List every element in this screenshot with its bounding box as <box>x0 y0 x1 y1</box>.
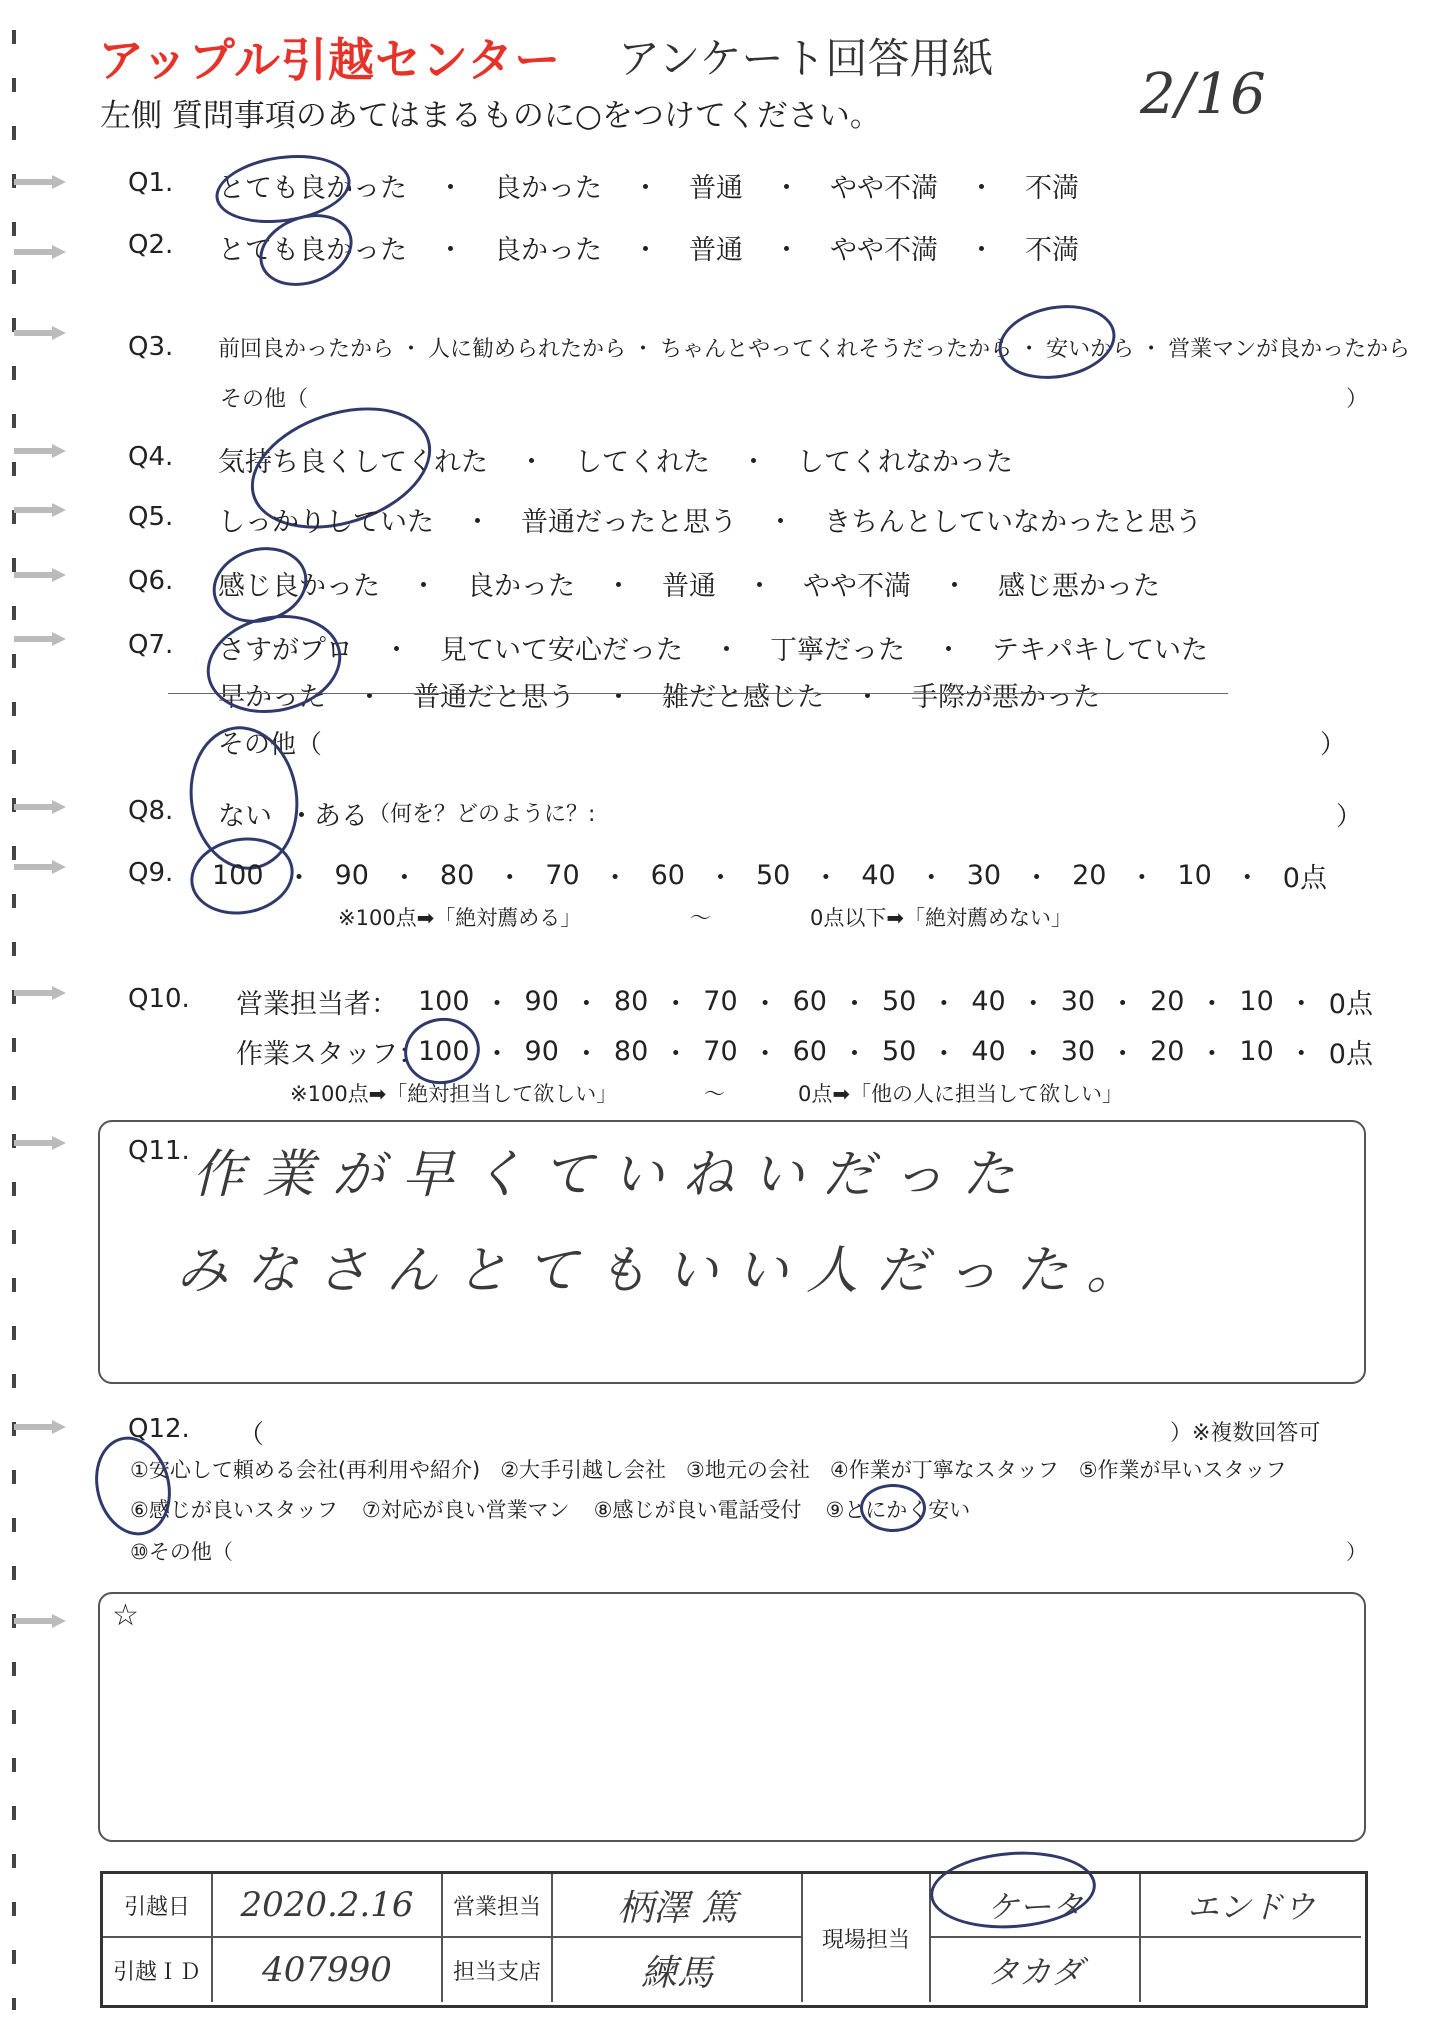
q7-option[interactable]: 早かった <box>218 682 326 713</box>
instruction-text: 左側 質問事項のあてはまるものに○をつけてください。 <box>100 98 881 134</box>
q2-option[interactable]: やや不満 <box>830 235 938 266</box>
q10-score[interactable]: 10 <box>1239 986 1274 1017</box>
q4-option[interactable]: 気持ち良くしてくれた <box>218 447 488 478</box>
free-comment-box[interactable] <box>98 1592 1366 1842</box>
move-id-value: 407990 <box>213 1938 443 2002</box>
q7-option[interactable]: テキパキしていた <box>992 635 1208 666</box>
arrow-icon <box>14 800 66 814</box>
q8-hint: （何を？どのように？: <box>368 802 596 827</box>
arrow-icon <box>14 503 66 517</box>
q11-label: Q11. <box>128 1136 190 1166</box>
q1-options: とても良かった ・ 良かった ・ 普通 ・ やや不満 ・ 不満 <box>218 166 1079 205</box>
q12-open: （ <box>238 1420 265 1450</box>
q10-score[interactable]: 100 <box>418 986 470 1017</box>
q2-label: Q2. <box>128 230 174 260</box>
arrow-icon <box>14 1614 66 1628</box>
move-date-value: 2020.2.16 <box>213 1874 443 1938</box>
q10-score[interactable]: 80 <box>613 1036 649 1067</box>
arrow-icon <box>14 632 66 646</box>
move-id-label: 引越ＩＤ <box>103 1938 213 2002</box>
q3-option[interactable]: ちゃんとやってくれそうだったから <box>660 337 1013 362</box>
q10-tilde: ～ <box>704 1082 725 1106</box>
q1-label: Q1. <box>128 168 174 198</box>
q9-score[interactable]: 20 <box>1072 860 1107 891</box>
answer-circle <box>993 296 1122 387</box>
q8-label: Q8. <box>128 796 174 826</box>
q12-options-line1 <box>130 1454 1287 1484</box>
q12-close: ）※複数回答可 <box>1170 1421 1321 1446</box>
q12-option[interactable]: ⑧感じが良い電話受付 <box>593 1498 802 1522</box>
arrow-icon <box>14 1420 66 1434</box>
q6-option[interactable]: 感じ悪かった <box>998 571 1160 602</box>
q10-score[interactable]: 40 <box>971 986 1006 1017</box>
q7-option[interactable]: 普通だと思う <box>413 682 575 713</box>
q10-note-right: 0点➡「他の人に担当して欲しい」 <box>798 1082 1123 1106</box>
branch-value: 練馬 <box>553 1938 803 2002</box>
q1-option[interactable]: 不満 <box>1025 173 1079 204</box>
sales-label: 営業担当 <box>443 1874 553 1938</box>
q8-separator: ・ <box>288 801 315 832</box>
arrow-icon <box>14 860 66 874</box>
q10-label: Q10. <box>128 984 190 1014</box>
arrow-icon <box>14 568 66 582</box>
q7-option[interactable]: 手際が悪かった <box>911 682 1100 713</box>
strike-line <box>168 693 1228 694</box>
q10-score[interactable]: 70 <box>703 986 738 1017</box>
q1-option[interactable]: 普通 <box>689 173 743 204</box>
q4-option[interactable]: してくれた <box>575 447 710 478</box>
q12-option[interactable]: ④作業が丁寧なスタッフ <box>829 1458 1059 1482</box>
star-icon: ☆ <box>112 1598 139 1633</box>
q10-score[interactable]: 20 <box>1150 1036 1185 1067</box>
site-label: 現場担当 <box>803 1874 931 2002</box>
q2-option[interactable]: 普通 <box>689 235 743 266</box>
q6-option[interactable]: 普通 <box>662 571 716 602</box>
q9-score[interactable]: 50 <box>755 860 791 891</box>
q3-option[interactable]: 安いから <box>1046 337 1135 362</box>
q3-other-close: ） <box>1346 387 1369 412</box>
q5-label: Q5. <box>128 502 174 532</box>
q12-option[interactable]: ⑦対応が良い営業マン <box>361 1498 570 1522</box>
q9-score[interactable]: 10 <box>1177 860 1212 891</box>
q10-score[interactable]: 100 <box>418 1036 470 1067</box>
q10-score[interactable]: 60 <box>792 986 827 1017</box>
q6-option[interactable]: 感じ良かった <box>218 571 380 602</box>
footer-table <box>100 1871 1368 2008</box>
q8-close: ） <box>1336 802 1363 832</box>
q10-score[interactable]: 40 <box>971 1036 1006 1067</box>
q10-score[interactable]: 50 <box>881 1036 917 1067</box>
q2-option[interactable]: とても良かった <box>218 235 407 266</box>
q1-option[interactable]: やや不満 <box>830 173 938 204</box>
q2-options: とても良かった ・ 良かった ・ 普通 ・ やや不満 ・ 不満 <box>218 228 1079 267</box>
q5-option[interactable]: 普通だったと思う <box>521 507 737 538</box>
q10-score[interactable]: 50 <box>881 986 917 1017</box>
q7-label: Q7. <box>128 630 174 660</box>
q9-score[interactable]: 80 <box>439 860 475 891</box>
arrow-icon <box>14 444 66 458</box>
site-value-2: タカダ <box>931 1938 1141 2002</box>
q6-options: 感じ良かった ・ 良かった ・ 普通 ・ やや不満 ・ 感じ悪かった <box>218 564 1160 603</box>
q12-option[interactable]: ⑨とにかく安い <box>825 1498 971 1522</box>
q5-options: しっかりしていた ・ 普通だったと思う ・ きちんとしていなかったと思う <box>218 500 1202 539</box>
arrow-icon <box>14 245 66 259</box>
q6-option[interactable]: 良かった <box>467 571 575 602</box>
q10-score[interactable]: 0点 <box>1328 1039 1373 1070</box>
q10-note-left: ※100点➡「絶対担当して欲しい」 <box>290 1082 618 1106</box>
q12-option[interactable]: ⑥感じが良いスタッフ <box>130 1498 338 1522</box>
q10-score[interactable]: 20 <box>1150 986 1185 1017</box>
q9-score[interactable]: 70 <box>545 860 580 891</box>
q9-label: Q9. <box>128 858 174 888</box>
q10-score[interactable]: 70 <box>703 1036 738 1067</box>
q9-score[interactable]: 30 <box>966 860 1002 891</box>
arrow-icon <box>14 986 66 1000</box>
q10-sales-label: 営業担当者： <box>236 989 398 1020</box>
arrow-icon <box>14 1136 66 1150</box>
q10-sales-scale: 100 ・ 90 ・ 80 ・ 70 ・ 60 ・ 50 ・ 40 ・ 30 ・ 20 ・ 10 ・ 0点 <box>418 982 1373 1021</box>
q11-handwriting-line2: みなさんとてもいい人だった。 <box>176 1241 1157 1301</box>
q12-options-line2 <box>130 1494 970 1524</box>
q4-options: 気持ち良くしてくれた ・ してくれた ・ してくれなかった <box>218 440 1013 479</box>
q10-score[interactable]: 0点 <box>1328 989 1373 1020</box>
q9-score[interactable]: 0点 <box>1282 863 1327 894</box>
q9-score[interactable]: 100 <box>212 860 264 891</box>
q12-option[interactable]: ③地元の会社 <box>686 1458 810 1482</box>
arrow-icon <box>14 326 66 340</box>
q9-scale: 100 ・ 90 ・ 80 ・ 70 ・ 60 ・ 50 ・ 40 ・ 30 ・ 20 ・ 10 ・ 0点 <box>212 856 1327 895</box>
q10-score[interactable]: 10 <box>1239 1036 1274 1067</box>
q9-score[interactable]: 90 <box>334 860 369 891</box>
q6-option[interactable]: やや不満 <box>803 571 911 602</box>
q12-label: Q12. <box>128 1414 190 1444</box>
q10-score[interactable]: 60 <box>792 1036 827 1067</box>
q4-option[interactable]: してくれなかった <box>797 447 1013 478</box>
q8-option-none[interactable]: ない <box>218 801 272 832</box>
site-empty-cell <box>1141 1938 1361 2002</box>
q12-option[interactable]: ⑤作業が早いスタッフ <box>1078 1458 1287 1482</box>
q1-option[interactable]: 良かった <box>494 173 602 204</box>
q10-score[interactable]: 90 <box>524 1036 559 1067</box>
q3-label: Q3. <box>128 332 174 362</box>
q7-options-line2: 早かった ・ 普通だと思う ・ 雑だと感じた ・ 手際が悪かった <box>218 675 1100 714</box>
q9-score[interactable]: 40 <box>861 860 896 891</box>
q9-score[interactable]: 60 <box>650 860 685 891</box>
move-date-label: 引越日 <box>103 1874 213 1938</box>
q8-option-yes[interactable]: ある <box>314 801 368 832</box>
form-subtitle: アンケート回答用紙 <box>618 34 994 83</box>
q6-label: Q6. <box>128 566 174 596</box>
q5-option[interactable]: きちんとしていなかったと思う <box>824 507 1202 538</box>
q3-other: その他（ <box>220 387 309 412</box>
q10-score[interactable]: 90 <box>524 986 559 1017</box>
q10-score[interactable]: 80 <box>613 986 649 1017</box>
q7-option[interactable]: 丁寧だった <box>770 635 905 666</box>
branch-label: 担当支店 <box>443 1938 553 2002</box>
q3-option[interactable]: 営業マンが良かったから <box>1168 337 1411 362</box>
q3-option[interactable]: 前回良かったから <box>218 337 395 362</box>
q2-option[interactable]: 良かった <box>494 235 602 266</box>
q9-note-right: 0点以下➡「絶対薦めない」 <box>810 906 1072 930</box>
sales-value: 柄澤 篤 <box>553 1874 803 1938</box>
site-value-1: ケータ <box>931 1874 1141 1938</box>
q1-option[interactable]: とても良かった <box>218 173 407 204</box>
q5-option[interactable]: しっかりしていた <box>218 507 434 538</box>
q10-score[interactable]: 30 <box>1060 986 1096 1017</box>
q3-option[interactable]: 人に勧められたから <box>428 337 627 362</box>
handwritten-date: 2/16 <box>1140 62 1266 127</box>
site-value-3: エンドウ <box>1141 1874 1361 1938</box>
q12-option[interactable]: ①安心して頼める会社(再利用や紹介) <box>130 1458 481 1482</box>
brand-title: アップル引越センター <box>98 33 562 87</box>
q7-other: その他（ <box>218 730 323 760</box>
q10-score[interactable]: 30 <box>1060 1036 1096 1067</box>
answer-circle <box>860 1484 926 1532</box>
q3-options: 前回良かったから ・ 人に勧められたから ・ ちゃんとやってくれそうだったから ・ 安いから ・ 営業マンが良かったから <box>218 332 1410 363</box>
q7-option[interactable]: 雑だと感じた <box>662 682 824 713</box>
q2-option[interactable]: 不満 <box>1025 235 1079 266</box>
q10-staff-scale: 100 ・ 90 ・ 80 ・ 70 ・ 60 ・ 50 ・ 40 ・ 30 ・ 20 ・ 10 ・ 0点 <box>418 1032 1373 1071</box>
q7-other-close: ） <box>1320 730 1347 760</box>
q10-staff-label: 作業スタッフ： <box>236 1039 425 1070</box>
q12-other: ⑩その他（ <box>130 1540 233 1564</box>
q4-label: Q4. <box>128 442 174 472</box>
q9-note-left: ※100点➡「絶対薦める」 <box>338 906 582 930</box>
q7-option[interactable]: さすがプロ <box>218 635 353 666</box>
q11-handwriting-line1: 作業が早くていねいだった <box>192 1145 1033 1205</box>
q12-option[interactable]: ②大手引越し会社 <box>500 1458 667 1482</box>
q7-options-line1: さすがプロ ・ 見ていて安心だった ・ 丁寧だった ・ テキパキしていた <box>218 628 1208 667</box>
arrow-icon <box>14 175 66 189</box>
q12-other-close: ） <box>1346 1540 1367 1564</box>
q9-tilde: ～ <box>690 906 711 930</box>
answer-circle <box>85 1429 181 1544</box>
q7-option[interactable]: 見ていて安心だった <box>440 635 683 666</box>
